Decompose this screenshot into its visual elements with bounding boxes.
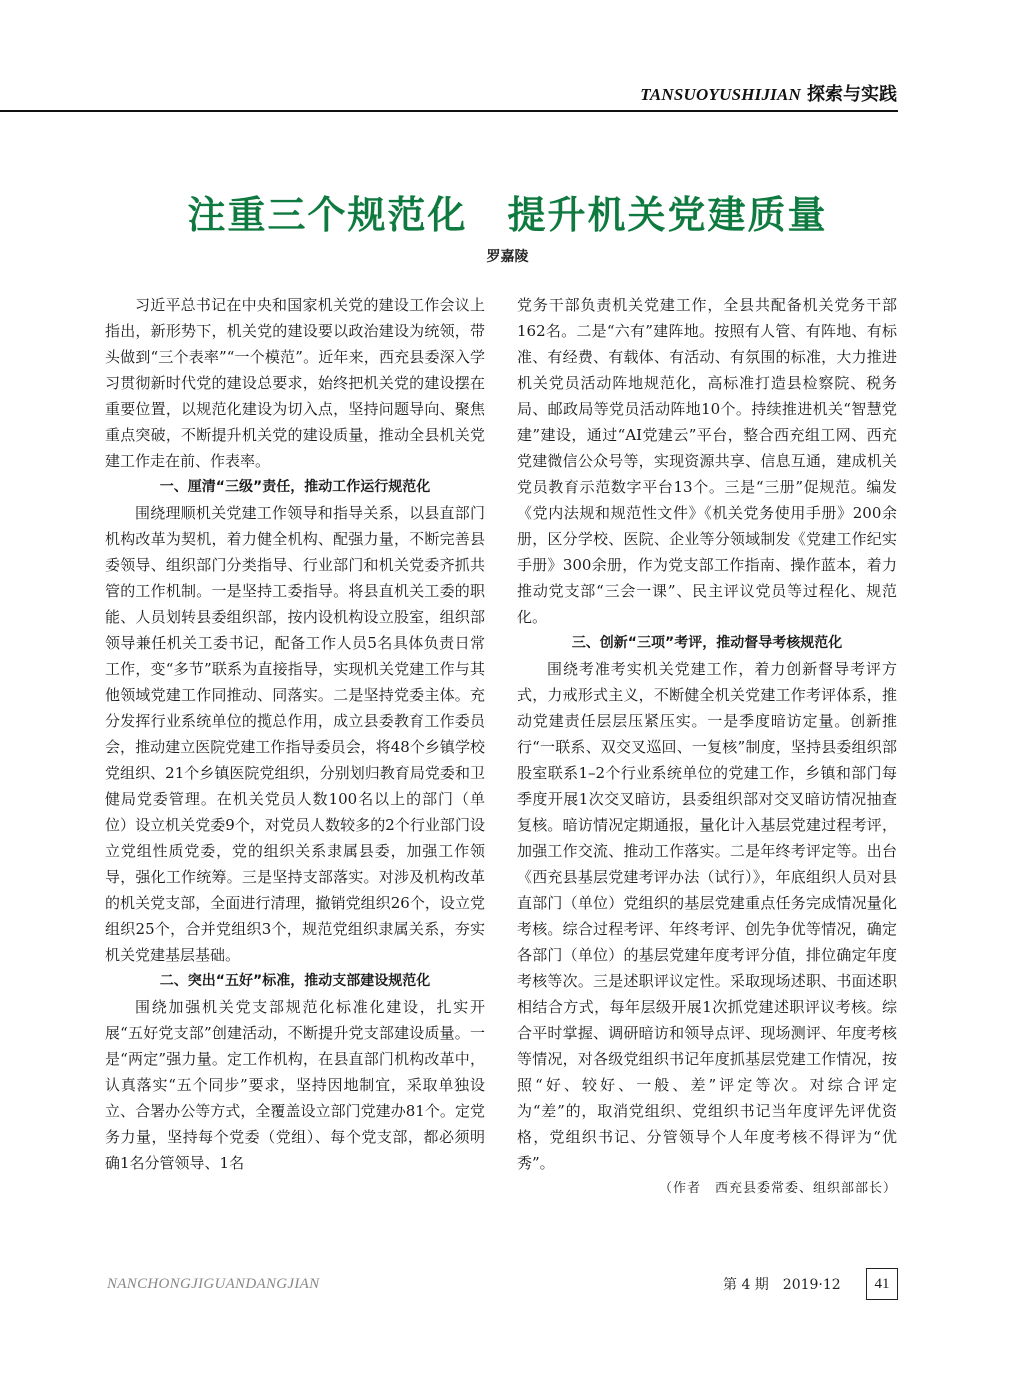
section-heading-1: 一、厘清“三级”责任，推动工作运行规范化 — [159, 479, 431, 495]
section-3-paragraph: 围绕考准考实机关党建工作，着力创新督导考评方式，力戒形式主义，不断健全机关党建工作考评体系，推动党建责任层层压紧压实。一是季度暗访定量。创新推行“一联系、双交叉巡回、一复核”制度，坚持县委组织部股室联系1–2个行业系统单位的党建工作，乡镇和部门每季度开展1次交叉暗访，县委组织部对交叉暗访情况抽查复核。暗访情况定期通报，量化计入基层党建过程考评，加强工作交流、推动工作落实。二是年终考评定等。出台《西充县基层党建考评办法（试行）》，年底组织人员对县直部门（单位）党组织的基层党建重点任务完成情况量化考核。综合过程考评、年终考评、创先争优等情况，确定各部门（单位）的基层党建年度考评分值，排位确定年度考核等次。三是述职评议定性。采取现场述职、书面述职相结合方式，每年层级开展1次抓党建述职评议考核。综合平时掌握、调研暗访和领导点评、现场测评、年度考核等情况，对各级党组织书记年度抓基层党建工作情况，按照“好、较好、一般、差”评定等次。对综合评定为“差”的，取消党组织、党组织书记当年度评先评优资格，党组织书记、分管领导个人年度考核不得评为“优秀”。 — [517, 660, 897, 1172]
section-heading-3: 三、创新“三项”考评，推动督导考核规范化 — [571, 635, 843, 651]
article-author: 罗嘉陵 — [486, 248, 529, 264]
page-number: 41 — [866, 1268, 898, 1300]
intro-paragraph: 习近平总书记在中央和国家机关党的建设工作会议上指出，新形势下，机关党的建设要以政治建设为统领，带头做到“三个表率”“一个模范”。近年来，西充县委深入学习贯彻新时代党的建设总要求，始终把机关党的建设摆在重要位置，以规范化建设为切入点，坚持问题导向、聚焦重点突破，不断提升机关党的建设质量，推动全县机关党建工作走在前、作表率。 — [105, 296, 485, 470]
header-rule — [0, 110, 898, 112]
right-column — [517, 292, 897, 1202]
left-column — [105, 292, 485, 1176]
journal-name-en: TANSUOYUSHIJIAN — [640, 85, 801, 104]
article-title: 注重三个规范化 提升机关党建质量 — [187, 192, 828, 237]
section-2-continued: 党务干部负责机关党建工作，全县共配备机关党务干部162名。二是“六有”建阵地。按照有人管、有阵地、有标准、有经费、有载体、有活动、有氛围的标准，大力推进机关党员活动阵地规范化，高标准打造县检察院、税务局、邮政局等党员活动阵地10个。持续推进机关“智慧党建”建设，通过“AI党建云”平台，整合西充组工网、西充党建微信公众号等，实现资源共享、信息互通，建成机关党员教育示范数字平台13个。三是“三册”促规范。编发《党内法规和规范性文件》《机关党务使用手册》200余册，区分学校、医院、企业等分领域制发《党建工作纪实手册》300余册，作为党支部工作指南、操作蓝本，着力推动党支部“三会一课”、民主评议党员等过程化、规范化。 — [517, 296, 897, 626]
issue-label: 第 4 期 2019·12 — [723, 1277, 841, 1293]
section-name: 探索与实践 — [807, 84, 897, 104]
running-header-text — [640, 80, 897, 106]
footer-journal-name: NANCHONGJIGUANDANGJIAN — [107, 1276, 320, 1292]
section-heading-2: 二、突出“五好”标准，推动支部建设规范化 — [159, 973, 431, 989]
running-footer — [0, 1268, 1015, 1302]
running-header — [0, 72, 1015, 112]
section-2-paragraph: 围绕加强机关党支部规范化标准化建设，扎实开展“五好党支部”创建活动，不断提升党支部建设质量。一是“两定”强力量。定工作机构，在县直部门机构改革中，认真落实“五个同步”要求，坚持因地制宜，采取单独设立、合署办公等方式，全覆盖设立部门党建办81个。定党务力量，坚持每个党委（党组）、每个党支部，都必须明确1名分管领导、1名 — [105, 998, 485, 1172]
section-1-paragraph: 围绕理顺机关党建工作领导和指导关系，以县直部门机构改革为契机，着力健全机构、配强力量，不断完善县委领导、组织部门分类指导、行业部门和机关党委齐抓共管的工作机制。一是坚持工委指导。将县直机关工委的职能、人员划转县委组织部，按内设机构设立股室，组织部领导兼任机关工委书记，配备工作人员5名具体负责日常工作，变“多节”联系为直接指导，实现机关党建工作与其他领域党建工作同推动、同落实。二是坚持党委主体。充分发挥行业系统单位的揽总作用，成立县委教育工作委员会，推动建立医院党建工作指导委员会，将48个乡镇学校党组织、21个乡镇医院党组织，分别划归教育局党委和卫健局党委管理。在机关党员人数100名以上的部门（单位）设立机关党委9个，对党员人数较多的2个行业部门设立党组性质党委，党的组织关系隶属县委，加强工作领导，强化工作统筹。三是坚持支部落实。对涉及机构改革的机关党支部，全面进行清理，撤销党组织26个，设立党组织25个，合并党组织3个，规范党组织隶属关系，夯实机关党建基层基础。 — [105, 504, 485, 964]
author-byline: （作者 西充县委常委、组织部部长） — [658, 1181, 897, 1196]
